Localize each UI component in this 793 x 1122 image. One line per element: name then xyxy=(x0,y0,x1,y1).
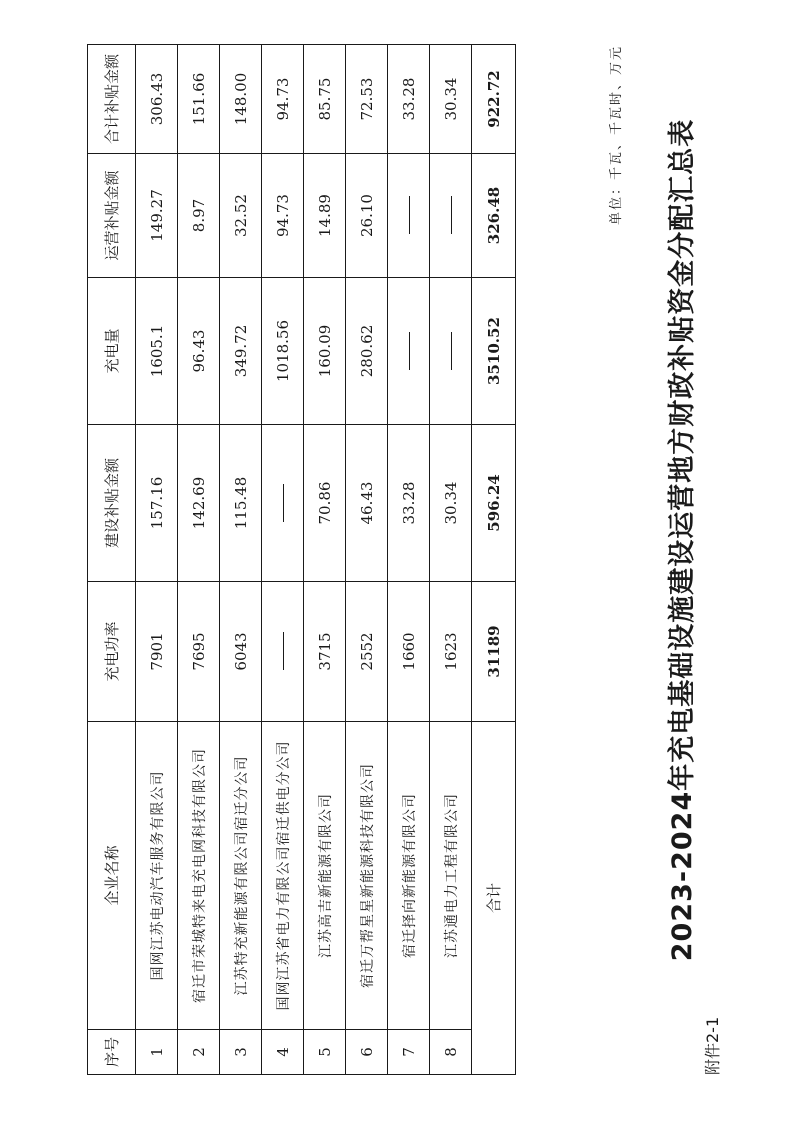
cell-construction: 115.48 xyxy=(220,425,262,582)
header-construction: 建设补贴金额 xyxy=(88,425,136,582)
dash-mark xyxy=(283,484,284,522)
cell-operation: 94.73 xyxy=(262,154,304,278)
header-power: 充电功率 xyxy=(88,582,136,722)
cell-construction: 142.69 xyxy=(178,425,220,582)
cell-operation: 14.89 xyxy=(304,154,346,278)
cell-total: 94.73 xyxy=(262,45,304,154)
header-charge-amount: 充电量 xyxy=(88,278,136,425)
cell-seq: 6 xyxy=(346,1030,388,1075)
cell-company: 国网江苏电动汽车服务有限公司 xyxy=(136,722,178,1030)
cell-company: 江苏高吉新能源有限公司 xyxy=(304,722,346,1030)
cell-seq: 1 xyxy=(136,1030,178,1075)
cell-charge-amount: 1018.56 xyxy=(262,278,304,425)
cell-seq: 2 xyxy=(178,1030,220,1075)
dash-mark xyxy=(283,633,284,671)
cell-construction: 70.86 xyxy=(304,425,346,582)
cell-charge-amount: 160.09 xyxy=(304,278,346,425)
cell-charge-amount-empty xyxy=(388,278,430,425)
cell-construction-empty xyxy=(262,425,304,582)
totals-construction: 596.24 xyxy=(472,425,516,582)
cell-operation: 8.97 xyxy=(178,154,220,278)
table-row xyxy=(388,45,430,1075)
cell-construction: 30.34 xyxy=(430,425,472,582)
dash-mark xyxy=(409,332,410,370)
header-company: 企业名称 xyxy=(88,722,136,1030)
dash-mark xyxy=(451,332,452,370)
table-row xyxy=(136,45,178,1075)
cell-power: 7695 xyxy=(178,582,220,722)
cell-charge-amount: 349.72 xyxy=(220,278,262,425)
cell-construction: 33.28 xyxy=(388,425,430,582)
cell-power-empty xyxy=(262,582,304,722)
cell-operation-empty xyxy=(430,154,472,278)
table-row xyxy=(346,45,388,1075)
dash-mark xyxy=(409,197,410,235)
table-row xyxy=(262,45,304,1075)
cell-company: 宿迁择向新能源有限公司 xyxy=(388,722,430,1030)
table-header-row xyxy=(88,45,136,1075)
cell-power: 6043 xyxy=(220,582,262,722)
cell-seq: 3 xyxy=(220,1030,262,1075)
cell-charge-amount-empty xyxy=(430,278,472,425)
cell-company: 国网江苏省电力有限公司宿迁供电分公司 xyxy=(262,722,304,1030)
cell-company: 宿迁市荣城特来电充电网科技有限公司 xyxy=(178,722,220,1030)
cell-charge-amount: 96.43 xyxy=(178,278,220,425)
unit-note: 单位：千瓦、千瓦时、万元 xyxy=(609,45,624,226)
totals-charge-amount: 3510.52 xyxy=(472,278,516,425)
document-title: 2023-2024年充电基础设施建设运营地方财政补贴资金分配汇总表 xyxy=(667,118,698,962)
cell-total: 33.28 xyxy=(388,45,430,154)
cell-total: 30.34 xyxy=(430,45,472,154)
totals-operation: 326.48 xyxy=(472,154,516,278)
cell-total: 148.00 xyxy=(220,45,262,154)
table-row xyxy=(220,45,262,1075)
totals-row xyxy=(472,45,516,1075)
totals-label: 合计 xyxy=(472,722,516,1075)
table-row xyxy=(304,45,346,1075)
cell-company: 江苏通电力工程有限公司 xyxy=(430,722,472,1030)
cell-construction: 157.16 xyxy=(136,425,178,582)
dash-mark xyxy=(451,197,452,235)
cell-construction: 46.43 xyxy=(346,425,388,582)
totals-total: 922.72 xyxy=(472,45,516,154)
cell-charge-amount: 280.62 xyxy=(346,278,388,425)
cell-total: 72.53 xyxy=(346,45,388,154)
cell-power: 2552 xyxy=(346,582,388,722)
table-row xyxy=(430,45,472,1075)
header-seq: 序号 xyxy=(88,1030,136,1075)
cell-total: 306.43 xyxy=(136,45,178,154)
cell-seq: 4 xyxy=(262,1030,304,1075)
table-row xyxy=(178,45,220,1075)
cell-seq: 5 xyxy=(304,1030,346,1075)
cell-power: 1623 xyxy=(430,582,472,722)
cell-operation: 26.10 xyxy=(346,154,388,278)
cell-operation-empty xyxy=(388,154,430,278)
header-operation: 运营补贴金额 xyxy=(88,154,136,278)
cell-total: 85.75 xyxy=(304,45,346,154)
allocation-table xyxy=(87,44,516,1075)
rotated-page xyxy=(45,45,765,1075)
cell-power: 1660 xyxy=(388,582,430,722)
totals-power: 31189 xyxy=(472,582,516,722)
cell-power: 3715 xyxy=(304,582,346,722)
cell-operation: 149.27 xyxy=(136,154,178,278)
cell-company: 宿迁万帮星星新能源科技有限公司 xyxy=(346,722,388,1030)
cell-charge-amount: 1605.1 xyxy=(136,278,178,425)
cell-operation: 32.52 xyxy=(220,154,262,278)
annex-label: 附件2-1 xyxy=(703,1016,722,1075)
cell-seq: 7 xyxy=(388,1030,430,1075)
cell-seq: 8 xyxy=(430,1030,472,1075)
cell-company: 江苏特充新能源有限公司宿迁分公司 xyxy=(220,722,262,1030)
cell-total: 151.66 xyxy=(178,45,220,154)
header-total: 合计补贴金额 xyxy=(88,45,136,154)
cell-power: 7901 xyxy=(136,582,178,722)
